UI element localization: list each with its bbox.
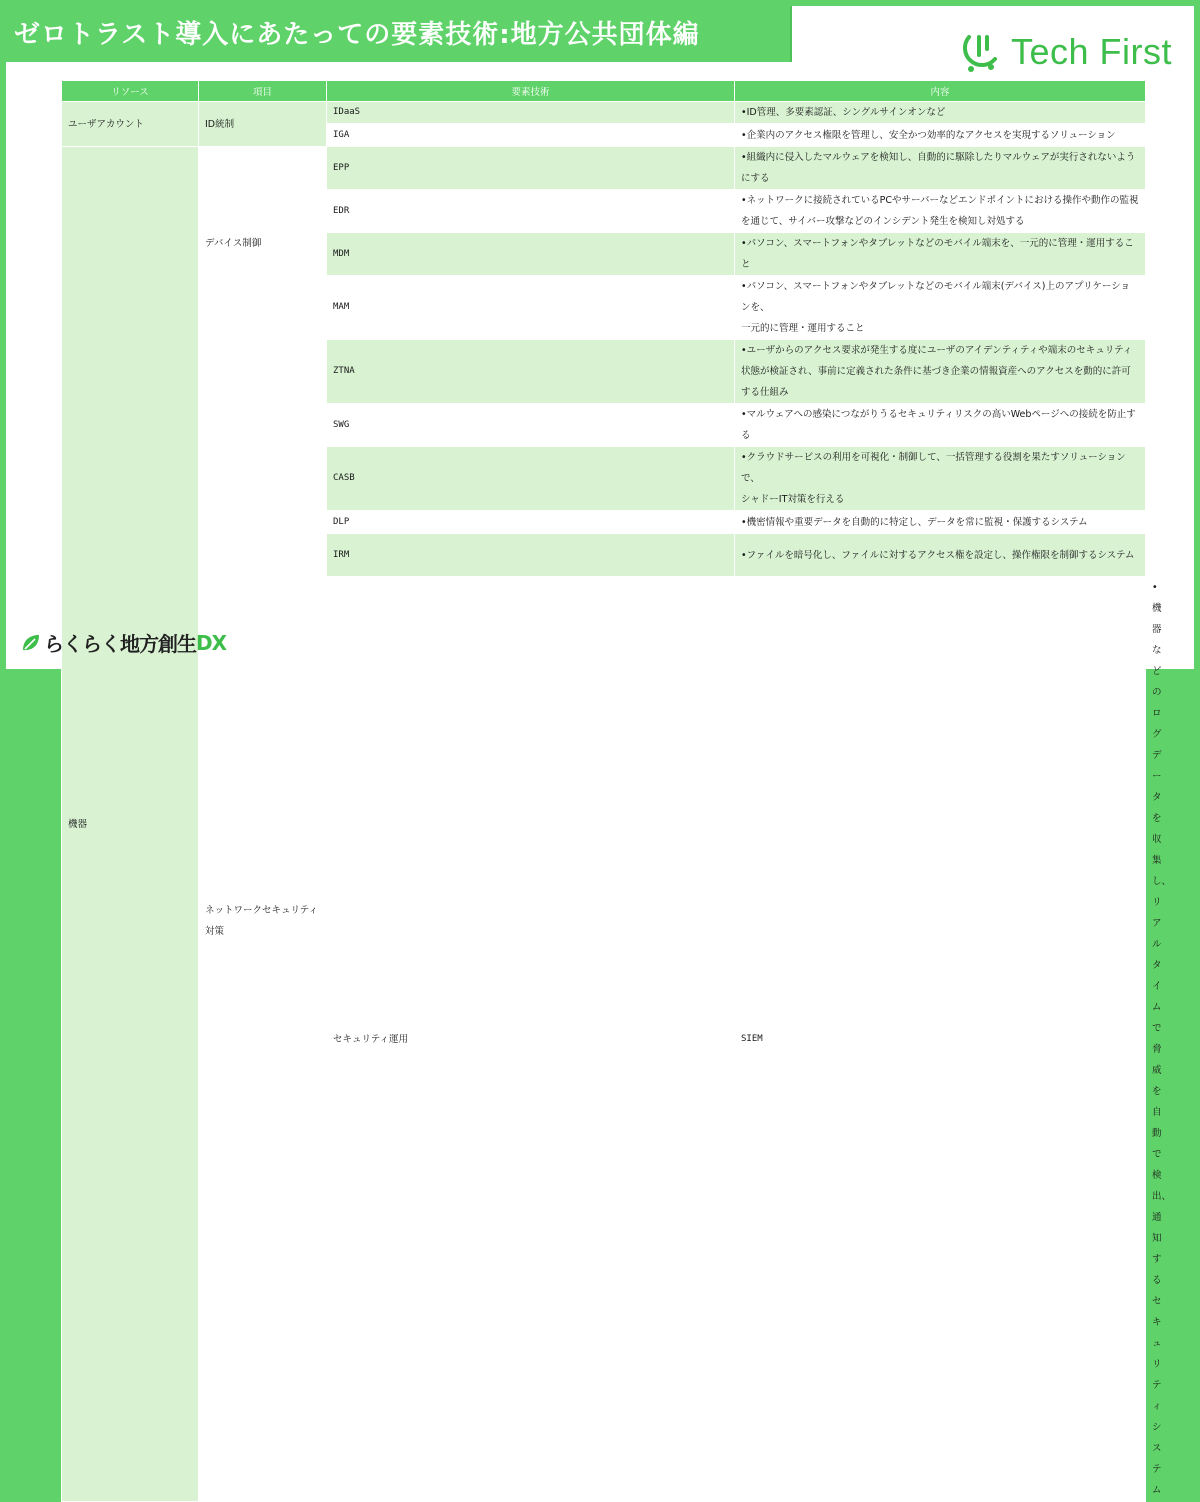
brand-name: Tech First xyxy=(1010,31,1172,72)
tech-table-container xyxy=(61,80,1172,1502)
tech-cell: MDM xyxy=(327,233,735,276)
tech-cell: MAM xyxy=(327,276,735,340)
table-row xyxy=(62,147,1146,190)
slide xyxy=(6,6,1194,1496)
footer-logo xyxy=(20,628,226,657)
tech-cell: EDR xyxy=(327,190,735,233)
content-cell: •企業内のアクセス権限を管理し、安全かつ効率的なアクセスを実現するソリューション xyxy=(735,124,1146,147)
footer-logo-dx: DX xyxy=(196,630,227,655)
item-cell: セキュリティ運用 xyxy=(327,577,735,1502)
content-cell: •ユーザからのアクセス要求が発生する度にユーザのアイデンティティや端末のセキュリティ状態が検証され、事前に定義された条件に基づき企業の情報資産へのアクセスを動的に許可する仕組み xyxy=(735,340,1146,404)
column-header-resource: リソース xyxy=(62,81,199,102)
content-cell: •パソコン、スマートフォンやタブレットなどのモバイル端末を、一元的に管理・運用すること xyxy=(735,233,1146,276)
table-row xyxy=(62,102,1146,124)
tech-cell: ZTNA xyxy=(327,340,735,404)
content-cell: •クラウドサービスの利用を可視化・制御して、一括管理する役割を果たすソリューションで、 シャドーIT対策を行える xyxy=(735,447,1146,511)
tech-cell: SIEM xyxy=(735,577,1146,1502)
resource-cell: 機器 xyxy=(62,147,199,1502)
leaf-logo-icon xyxy=(20,632,42,654)
tech-table xyxy=(61,80,1172,1502)
tech-cell: SWG xyxy=(327,404,735,447)
content-cell: •組織内に侵入したマルウェアを検知し、自動的に駆除したりマルウェアが実行されないようにする xyxy=(735,147,1146,190)
item-cell: ID統制 xyxy=(199,102,327,147)
tech-cell: IGA xyxy=(327,124,735,147)
table-row xyxy=(62,340,1146,404)
tech-cell: CASB xyxy=(327,447,735,511)
content-cell: •ファイルを暗号化し、ファイルに対するアクセス権を設定し、操作権限を制御するシステム xyxy=(735,534,1146,577)
content-cell: •ID管理、多要素認証、シングルサインオンなど xyxy=(735,102,1146,124)
tech-cell: EPP xyxy=(327,147,735,190)
table-header-row xyxy=(62,81,1146,102)
column-header-item: 項目 xyxy=(199,81,327,102)
tech-cell: IDaaS xyxy=(327,102,735,124)
item-cell: デバイス制御 xyxy=(199,147,327,340)
item-cell: ネットワークセキュリティ対策 xyxy=(199,340,327,1502)
tech-cell: IRM xyxy=(327,534,735,577)
brand-mark-icon xyxy=(955,29,1005,75)
tech-cell: DLP xyxy=(327,511,735,534)
title-bar xyxy=(6,6,792,62)
content-cell: •マルウェアへの感染につながりうるセキュリティリスクの高いWebページへの接続を防止する xyxy=(735,404,1146,447)
content-cell: •ネットワークに接続されているPCやサーバーなどエンドポイントにおける操作や動作の監視を通じて、サイバー攻撃などのインシデント発生を検知し対処する xyxy=(735,190,1146,233)
page-title: ゼロトラスト導入にあたっての要素技術:地方公共団体編 xyxy=(14,20,700,50)
resource-cell: ユーザアカウント xyxy=(62,102,199,147)
column-header-tech: 要素技術 xyxy=(327,81,735,102)
footer-logo-text: らくらく地方創生 xyxy=(44,632,196,656)
column-header-content: 内容 xyxy=(735,81,1146,102)
content-cell: •パソコン、スマートフォンやタブレットなどのモバイル端末(デバイス)上のアプリケーションを、 一元的に管理・運用すること xyxy=(735,276,1146,340)
table-row: セキュリティ運用 SIEM •機器などのログデータを収集し、リアルタイムで脅威を自動で検出、通知するセキュリティシステム xyxy=(62,577,1146,1502)
brand-logo xyxy=(955,30,1172,74)
content-cell: •機密情報や重要データを自動的に特定し、データを常に監視・保護するシステム xyxy=(735,511,1146,534)
